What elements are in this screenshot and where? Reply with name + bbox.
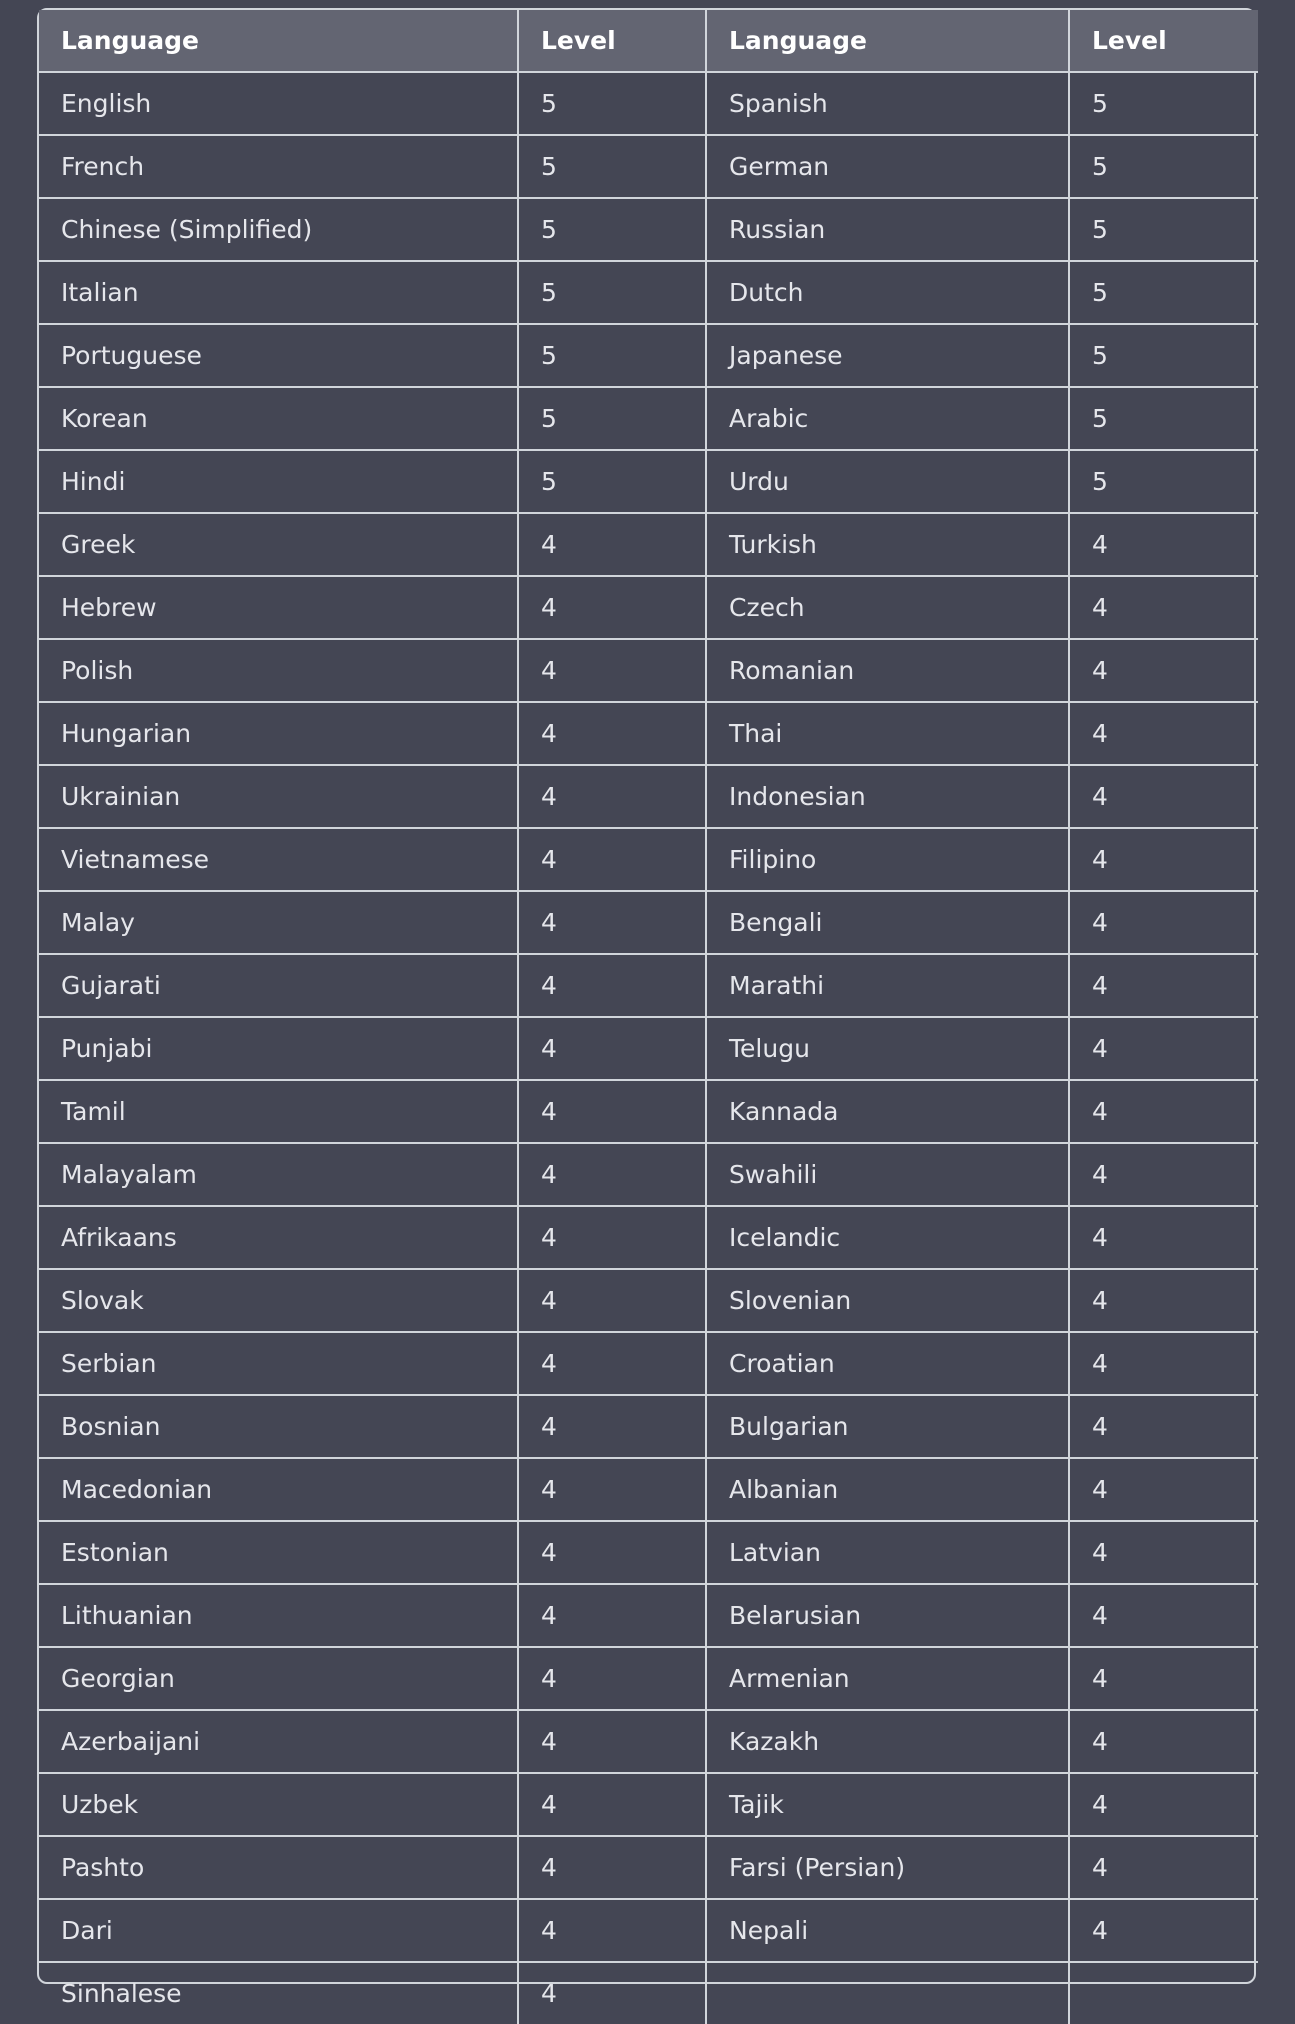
header-level-1: Level (518, 10, 706, 72)
cell-level-1: 5 (518, 198, 706, 261)
language-level-table (39, 10, 1258, 2024)
cell-language-2: Nepali (706, 1899, 1069, 1962)
cell-level-2: 5 (1069, 72, 1258, 135)
cell-level-2: 4 (1069, 954, 1258, 1017)
cell-language-2: Belarusian (706, 1584, 1069, 1647)
table-row (39, 1899, 1258, 1962)
cell-language-1: Malay (39, 891, 518, 954)
cell-language-2: Albanian (706, 1458, 1069, 1521)
table-row (39, 1584, 1258, 1647)
cell-language-1: Tamil (39, 1080, 518, 1143)
cell-language-2: Arabic (706, 387, 1069, 450)
table-row (39, 1395, 1258, 1458)
cell-level-2: 4 (1069, 639, 1258, 702)
cell-level-1: 4 (518, 1458, 706, 1521)
cell-language-1: Sinhalese (39, 1962, 518, 2024)
cell-level-2: 4 (1069, 1584, 1258, 1647)
cell-level-1: 4 (518, 1899, 706, 1962)
cell-level-2: 4 (1069, 1710, 1258, 1773)
cell-language-2: Thai (706, 702, 1069, 765)
cell-language-1: Azerbaijani (39, 1710, 518, 1773)
cell-level-1: 4 (518, 1395, 706, 1458)
cell-language-2: Kannada (706, 1080, 1069, 1143)
cell-language-1: Chinese (Simplified) (39, 198, 518, 261)
table-row (39, 828, 1258, 891)
cell-language-2: Swahili (706, 1143, 1069, 1206)
table-row (39, 1080, 1258, 1143)
table-row (39, 1962, 1258, 2024)
table-row (39, 513, 1258, 576)
cell-level-1: 4 (518, 1647, 706, 1710)
cell-language-1: Hindi (39, 450, 518, 513)
table-row (39, 639, 1258, 702)
cell-language-1: Slovak (39, 1269, 518, 1332)
cell-level-2: 4 (1069, 1521, 1258, 1584)
header-language-1: Language (39, 10, 518, 72)
cell-language-2: Kazakh (706, 1710, 1069, 1773)
table-row (39, 1017, 1258, 1080)
table-row (39, 1710, 1258, 1773)
table-row (39, 198, 1258, 261)
cell-level-1: 5 (518, 261, 706, 324)
cell-language-1: French (39, 135, 518, 198)
language-level-table-container (37, 8, 1256, 2008)
table-row (39, 261, 1258, 324)
cell-level-1: 4 (518, 954, 706, 1017)
cell-language-2: Russian (706, 198, 1069, 261)
cell-level-1: 4 (518, 891, 706, 954)
cell-language-2: Icelandic (706, 1206, 1069, 1269)
table-row (39, 324, 1258, 387)
cell-level-2: 4 (1069, 576, 1258, 639)
cell-level-1: 4 (518, 576, 706, 639)
cell-language-1: Polish (39, 639, 518, 702)
cell-level-1: 4 (518, 1143, 706, 1206)
cell-level-1: 4 (518, 1836, 706, 1899)
table-row (39, 765, 1258, 828)
table-row (39, 576, 1258, 639)
table-row (39, 1521, 1258, 1584)
cell-level-2: 4 (1069, 1458, 1258, 1521)
cell-language-1: Bosnian (39, 1395, 518, 1458)
cell-level-1: 4 (518, 1521, 706, 1584)
cell-level-1: 4 (518, 765, 706, 828)
cell-language-1: Macedonian (39, 1458, 518, 1521)
cell-level-2: 5 (1069, 198, 1258, 261)
cell-level-2: 4 (1069, 1017, 1258, 1080)
cell-language-2: Tajik (706, 1773, 1069, 1836)
cell-language-2: Telugu (706, 1017, 1069, 1080)
cell-language-1: Estonian (39, 1521, 518, 1584)
table-row (39, 1206, 1258, 1269)
cell-language-1: Vietnamese (39, 828, 518, 891)
cell-language-2: Indonesian (706, 765, 1069, 828)
table-row (39, 1773, 1258, 1836)
cell-language-2: Turkish (706, 513, 1069, 576)
cell-level-2: 5 (1069, 450, 1258, 513)
table-row (39, 135, 1258, 198)
cell-level-2: 4 (1069, 765, 1258, 828)
cell-level-2: 4 (1069, 702, 1258, 765)
cell-level-2: 4 (1069, 1080, 1258, 1143)
cell-language-2: Farsi (Persian) (706, 1836, 1069, 1899)
cell-level-2: 4 (1069, 891, 1258, 954)
cell-language-1: Hungarian (39, 702, 518, 765)
cell-language-2: Croatian (706, 1332, 1069, 1395)
cell-level-2: 5 (1069, 387, 1258, 450)
cell-language-2: Czech (706, 576, 1069, 639)
table-row (39, 1836, 1258, 1899)
cell-language-1: Malayalam (39, 1143, 518, 1206)
cell-language-1: Lithuanian (39, 1584, 518, 1647)
cell-language-1: Portuguese (39, 324, 518, 387)
cell-language-1: Greek (39, 513, 518, 576)
cell-level-1: 4 (518, 1773, 706, 1836)
cell-level-2: 5 (1069, 261, 1258, 324)
cell-language-2: Bulgarian (706, 1395, 1069, 1458)
cell-level-1: 4 (518, 1080, 706, 1143)
cell-language-1: Afrikaans (39, 1206, 518, 1269)
cell-level-1: 4 (518, 1332, 706, 1395)
cell-level-1: 4 (518, 1584, 706, 1647)
cell-level-2 (1069, 1962, 1258, 2024)
cell-level-1: 4 (518, 1017, 706, 1080)
header-row (39, 10, 1258, 72)
table-row (39, 387, 1258, 450)
cell-language-1: Dari (39, 1899, 518, 1962)
cell-level-1: 4 (518, 702, 706, 765)
cell-level-1: 4 (518, 1269, 706, 1332)
cell-level-2: 5 (1069, 324, 1258, 387)
table-row (39, 1143, 1258, 1206)
cell-language-1: Punjabi (39, 1017, 518, 1080)
cell-level-2: 4 (1069, 1899, 1258, 1962)
cell-language-2: Armenian (706, 1647, 1069, 1710)
cell-language-1: Georgian (39, 1647, 518, 1710)
cell-level-2: 4 (1069, 1206, 1258, 1269)
table-row (39, 72, 1258, 135)
cell-level-2: 4 (1069, 1836, 1258, 1899)
cell-level-1: 5 (518, 450, 706, 513)
cell-language-2: Slovenian (706, 1269, 1069, 1332)
table-row (39, 702, 1258, 765)
cell-level-2: 4 (1069, 513, 1258, 576)
table-row (39, 1269, 1258, 1332)
cell-language-1: Hebrew (39, 576, 518, 639)
cell-level-2: 4 (1069, 1143, 1258, 1206)
table-row (39, 1647, 1258, 1710)
cell-language-2: Urdu (706, 450, 1069, 513)
cell-level-2: 4 (1069, 1773, 1258, 1836)
cell-language-1: Italian (39, 261, 518, 324)
cell-level-2: 4 (1069, 1647, 1258, 1710)
header-level-2: Level (1069, 10, 1258, 72)
cell-level-1: 5 (518, 324, 706, 387)
cell-language-1: Uzbek (39, 1773, 518, 1836)
cell-language-2: Filipino (706, 828, 1069, 891)
cell-level-2: 4 (1069, 828, 1258, 891)
cell-level-2: 4 (1069, 1269, 1258, 1332)
cell-level-1: 4 (518, 828, 706, 891)
header-language-2: Language (706, 10, 1069, 72)
cell-language-1: Pashto (39, 1836, 518, 1899)
table-header (39, 10, 1258, 72)
cell-language-1: Gujarati (39, 954, 518, 1017)
cell-level-2: 4 (1069, 1395, 1258, 1458)
cell-level-1: 4 (518, 1206, 706, 1269)
cell-level-1: 4 (518, 639, 706, 702)
table-row (39, 450, 1258, 513)
cell-language-2: Spanish (706, 72, 1069, 135)
cell-level-1: 5 (518, 387, 706, 450)
cell-language-2: Latvian (706, 1521, 1069, 1584)
cell-language-2: German (706, 135, 1069, 198)
cell-language-2: Japanese (706, 324, 1069, 387)
cell-level-1: 5 (518, 135, 706, 198)
table-row (39, 954, 1258, 1017)
cell-language-1: English (39, 72, 518, 135)
cell-language-2: Romanian (706, 639, 1069, 702)
cell-language-1: Korean (39, 387, 518, 450)
cell-language-2: Dutch (706, 261, 1069, 324)
cell-language-1: Ukrainian (39, 765, 518, 828)
cell-level-1: 5 (518, 72, 706, 135)
cell-level-1: 4 (518, 513, 706, 576)
cell-level-2: 4 (1069, 1332, 1258, 1395)
cell-language-1: Serbian (39, 1332, 518, 1395)
cell-level-2: 5 (1069, 135, 1258, 198)
cell-language-2 (706, 1962, 1069, 2024)
table-row (39, 891, 1258, 954)
table-body (39, 72, 1258, 2024)
table-row (39, 1332, 1258, 1395)
cell-level-1: 4 (518, 1962, 706, 2024)
cell-language-2: Bengali (706, 891, 1069, 954)
table-row (39, 1458, 1258, 1521)
cell-level-1: 4 (518, 1710, 706, 1773)
cell-language-2: Marathi (706, 954, 1069, 1017)
